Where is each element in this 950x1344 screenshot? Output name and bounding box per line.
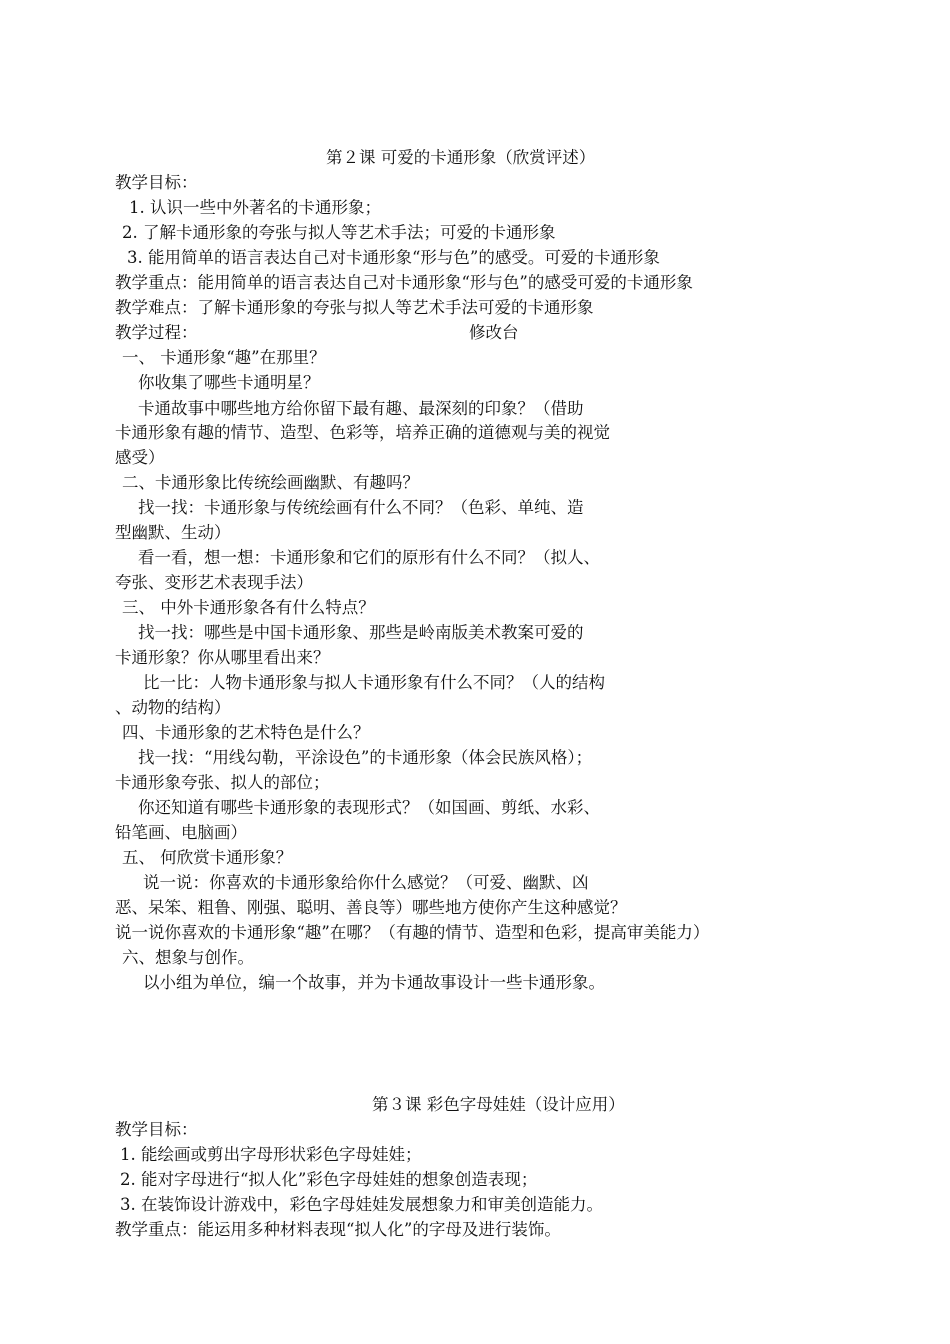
- body-line: 夸张、变形艺术表现手法）: [115, 573, 313, 592]
- body-line: 看一看，想一想：卡通形象和它们的原形有什么不同？（拟人、: [138, 548, 600, 567]
- body-line: 比一比：人物卡通形象与拟人卡通形象有什么不同？（人的结构: [143, 673, 605, 692]
- body-line: 铅笔画、电脑画）: [115, 823, 247, 842]
- lesson3-objective-1: 1. 能绘画或剪出字母形状彩色字母娃娃；: [120, 1145, 422, 1164]
- lesson2-key-point: 教学重点：能用简单的语言表达自己对卡通形象“形与色”的感受可爱的卡通形象: [115, 273, 693, 292]
- body-line: 找一找：哪些是中国卡通形象、那些是岭南版美术教案可爱的: [138, 623, 584, 642]
- body-line: 以小组为单位，编一个故事，并为卡通故事设计一些卡通形象。: [143, 973, 605, 992]
- section-heading-3: 三、 中外卡通形象各有什么特点？: [122, 598, 375, 617]
- body-line: 卡通形象？你从哪里看出来？: [115, 648, 330, 667]
- body-line: 型幽默、生动）: [115, 523, 231, 542]
- body-line: 找一找：卡通形象与传统绘画有什么不同？（色彩、单纯、造: [138, 498, 584, 517]
- body-line: 你还知道有哪些卡通形象的表现形式？（如国画、剪纸、水彩、: [138, 798, 600, 817]
- body-line: 卡通形象有趣的情节、造型、色彩等，培养正确的道德观与美的视觉: [115, 423, 610, 442]
- lesson2-title: 第２课 可爱的卡通形象（欣赏评述）: [326, 148, 596, 167]
- body-line: 、动物的结构）: [115, 698, 231, 717]
- section-heading-4: 四、卡通形象的艺术特色是什么？: [122, 723, 370, 742]
- lesson3-key-point: 教学重点：能运用多种材料表现“拟人化”的字母及进行装饰。: [115, 1220, 561, 1239]
- lesson2-objective-1: 1. 认识一些中外著名的卡通形象；: [129, 198, 381, 217]
- section-heading-1: 一、 卡通形象“趣”在那里？: [122, 348, 326, 367]
- lesson2-objective-2: 2. 了解卡通形象的夸张与拟人等艺术手法；可爱的卡通形象: [122, 223, 556, 242]
- body-line: 恶、呆笨、粗鲁、刚强、聪明、善良等）哪些地方使你产生这种感觉？: [115, 898, 627, 917]
- section-heading-5: 五、 何欣赏卡通形象？: [122, 848, 293, 867]
- lesson3-objective-3: 3. 在装饰设计游戏中，彩色字母娃娃发展想象力和审美创造能力。: [120, 1195, 603, 1214]
- lesson3-title: 第３课 彩色字母娃娃（设计应用）: [372, 1095, 625, 1114]
- body-line: 找一找：“用线勾勒，平涂设色”的卡通形象（体会民族风格）；: [138, 748, 593, 767]
- section-heading-2: 二、卡通形象比传统绘画幽默、有趣吗？: [122, 473, 419, 492]
- body-line: 说一说：你喜欢的卡通形象给你什么感觉？（可爱、幽默、凶: [143, 873, 589, 892]
- lesson3-objectives-label: 教学目标：: [115, 1120, 198, 1139]
- lesson3-objective-2: 2. 能对字母进行“拟人化”彩色字母娃娃的想象创造表现；: [120, 1170, 538, 1189]
- lesson2-objective-3: 3. 能用简单的语言表达自己对卡通形象“形与色”的感受。可爱的卡通形象: [127, 248, 660, 267]
- lesson2-process-label: 教学过程：: [115, 323, 198, 342]
- body-line: 你收集了哪些卡通明星？: [138, 373, 320, 392]
- lesson2-objectives-label: 教学目标：: [115, 173, 198, 192]
- lesson2-difficulty: 教学难点：了解卡通形象的夸张与拟人等艺术手法可爱的卡通形象: [115, 298, 594, 317]
- body-line: 卡通形象夸张、拟人的部位；: [115, 773, 330, 792]
- body-line: 卡通故事中哪些地方给你留下最有趣、最深刻的印象？（借助: [138, 399, 584, 418]
- body-line: 说一说你喜欢的卡通形象“趣”在哪？（有趣的情节、造型和色彩，提高审美能力）: [115, 923, 710, 942]
- watermark-text: 修改台: [469, 323, 519, 342]
- section-heading-6: 六、想象与创作。: [122, 948, 254, 967]
- body-line: 感受）: [115, 448, 165, 467]
